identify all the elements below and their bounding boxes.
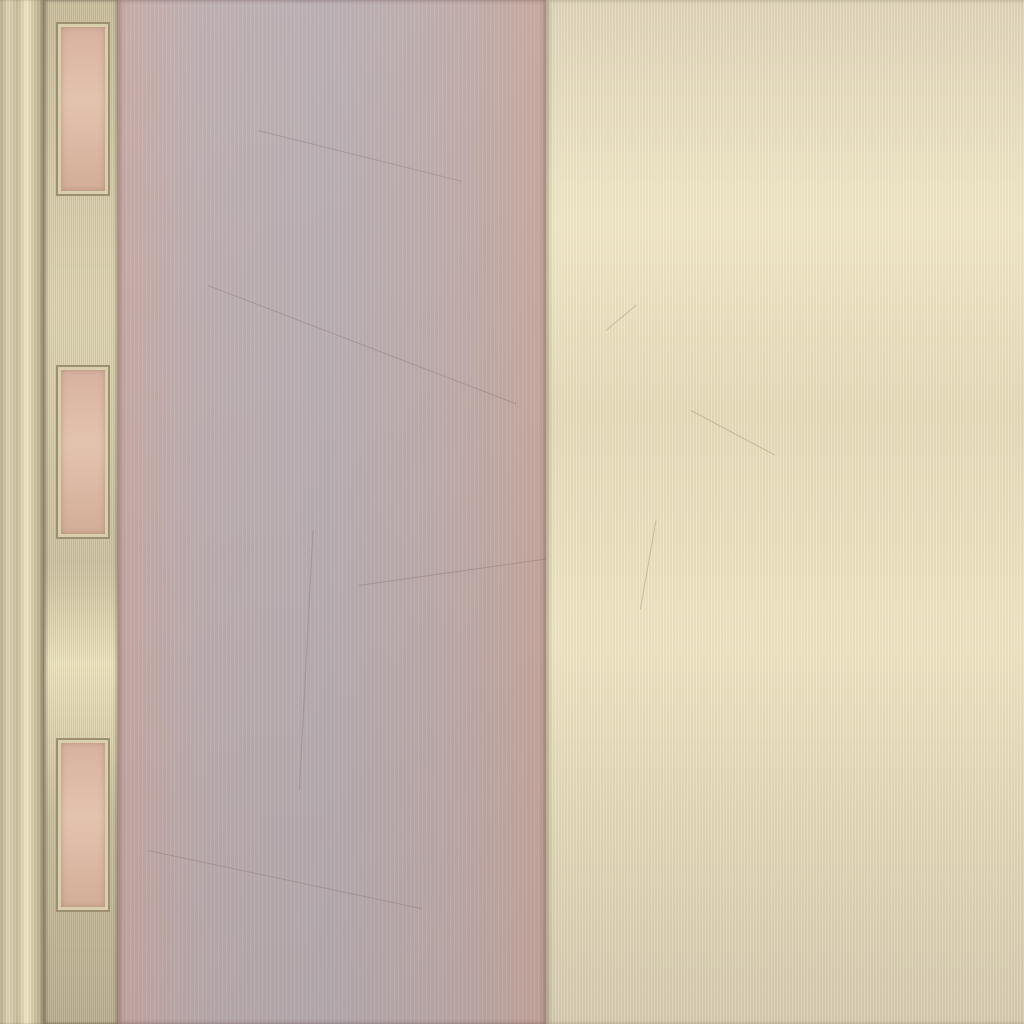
outer-rail <box>0 0 44 1024</box>
plate-scratch <box>640 520 657 609</box>
plate-scratch <box>358 559 546 586</box>
brushed-gold-plate <box>546 0 1024 1024</box>
rail-slot <box>58 367 108 537</box>
plate-scratch <box>208 285 516 404</box>
plate-scratch <box>258 130 462 182</box>
rail-slot <box>58 740 108 910</box>
plate-scratch <box>148 850 422 909</box>
plate-scratch <box>691 410 775 455</box>
plate-scratch <box>299 530 314 790</box>
slotted-rail <box>44 0 118 1024</box>
rail-slot <box>58 24 108 194</box>
mauve-metal-plate <box>118 0 546 1024</box>
plate-scratch <box>606 304 637 330</box>
